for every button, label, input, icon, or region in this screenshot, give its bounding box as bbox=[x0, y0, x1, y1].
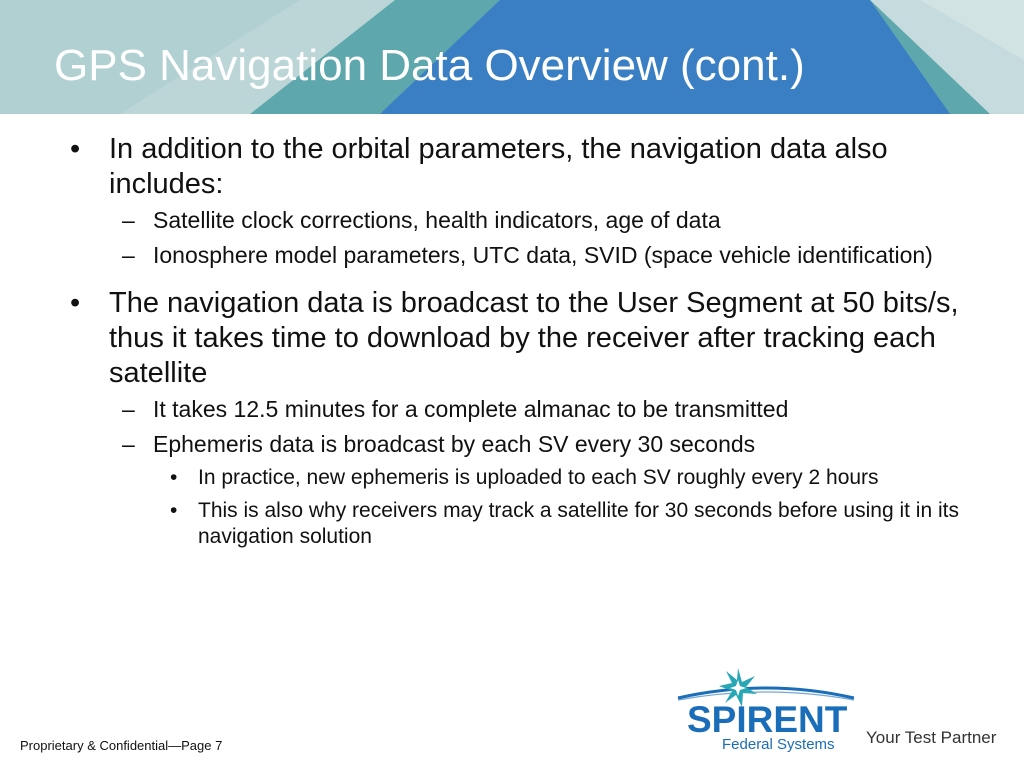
bullet-list bbox=[70, 132, 970, 557]
sub-sub-bullet-text: In practice, new ephemeris is uploaded to each SV roughly every 2 hours bbox=[198, 466, 879, 489]
sub-bullet-item bbox=[122, 395, 970, 424]
bullet-item bbox=[70, 286, 970, 391]
sub-bullet-text: Ephemeris data is broadcast by each SV every 30 seconds bbox=[153, 431, 756, 457]
sub-sub-bullet-text: This is also why receivers may track a satellite for 30 seconds before using it in its navigation solution bbox=[198, 499, 959, 548]
sub-bullet-text: Ionosphere model parameters, UTC data, SVID (space vehicle identification) bbox=[153, 242, 933, 268]
logo-subtitle: Federal Systems bbox=[722, 736, 835, 753]
footer-confidential: Proprietary & Confidential—Page 7 bbox=[20, 738, 223, 753]
dash-marker: – bbox=[122, 431, 135, 457]
sub-bullet-item bbox=[122, 241, 970, 270]
bullet-marker: • bbox=[70, 133, 81, 165]
bullet-marker: • bbox=[70, 287, 81, 319]
dash-marker: – bbox=[122, 396, 135, 422]
bullet-marker: • bbox=[170, 499, 178, 522]
bullet-text: In addition to the orbital parameters, the navigation data also includes: bbox=[109, 133, 888, 200]
slide-title: GPS Navigation Data Overview (cont.) bbox=[54, 41, 805, 90]
sub-bullet-item bbox=[122, 430, 970, 459]
bullet-marker: • bbox=[170, 466, 178, 489]
sub-bullet-text: Satellite clock corrections, health indicators, age of data bbox=[153, 207, 721, 233]
logo-wordmark: SPIRENT bbox=[687, 699, 848, 740]
bullet-item bbox=[70, 132, 970, 202]
sub-bullet-item bbox=[122, 206, 970, 235]
dash-marker: – bbox=[122, 242, 135, 268]
title-banner bbox=[0, 0, 1024, 114]
dash-marker: – bbox=[122, 207, 135, 233]
tagline: Your Test Partner bbox=[866, 728, 997, 747]
sub-bullet-text: It takes 12.5 minutes for a complete almanac to be transmitted bbox=[153, 396, 789, 422]
sub-sub-bullet-item bbox=[170, 465, 970, 491]
bullet-text: The navigation data is broadcast to the User Segment at 50 bits/s, thus it takes time to download by the receiver after tracking each satellite bbox=[109, 287, 959, 389]
sub-sub-bullet-item bbox=[170, 498, 970, 550]
